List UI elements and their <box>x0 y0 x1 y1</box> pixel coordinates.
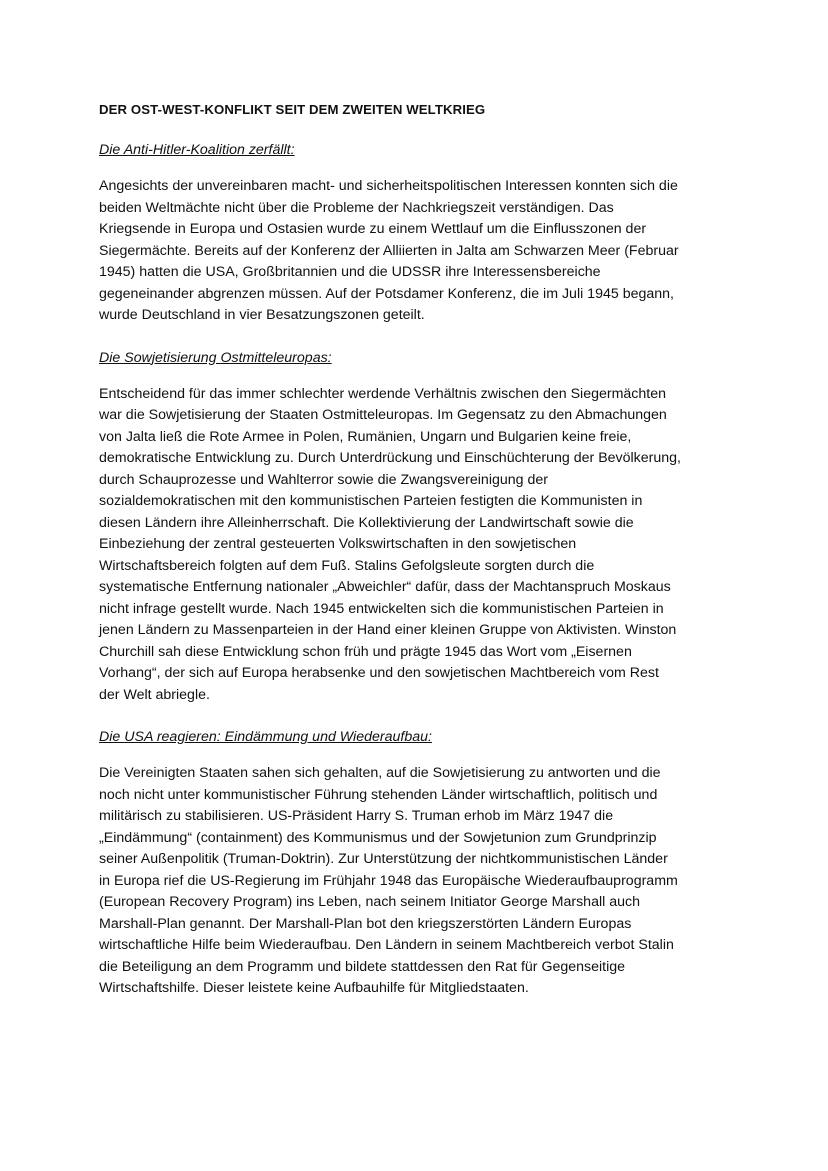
text-line: Vorhang“, der sich auf Europa herabsenke und den sowjetischen Machtbereich vom Rest <box>99 665 659 681</box>
section-anti-hitler-koalition <box>99 141 732 327</box>
text-line: systematische Entfernung nationaler „Abweichler“ dafür, dass der Machtanspruch Moskaus <box>99 579 671 595</box>
section-sowjetisierung <box>99 349 732 707</box>
text-line: demokratische Entwicklung zu. Durch Unterdrückung und Einschüchterung der Bevölkerung, <box>99 450 681 466</box>
text-line: Einbeziehung der zentral gesteuerten Volkswirtschaften in den sowjetischen <box>99 536 577 552</box>
text-line: Wirtschaftsbereich folgten auf dem Fuß. Stalins Gefolgsleute sorgten durch die <box>99 557 595 574</box>
text-line: (European Recovery Program) ins Leben, nach seinem Initiator George Marshall auch <box>99 894 640 910</box>
text-line: jenen Ländern zu Massenparteien in der Hand einer kleinen Gruppe von Aktivisten. Winston <box>99 622 677 638</box>
text-line: in Europa rief die US-Regierung im Frühjahr 1948 das Europäische Wiederaufbauprogramm <box>99 872 678 889</box>
text-line: durch Schauprozesse und Wahlterror sowie die Zwangsvereinigung der <box>99 471 548 488</box>
text-line: beiden Weltmächte nicht über die Probleme der Nachkriegszeit verständigen. Das <box>99 199 614 216</box>
text-line: 1945) hatten die USA, Großbritannien und die UDSSR ihre Interessensbereiche <box>99 264 601 280</box>
text-line: von Jalta ließ die Rote Armee in Polen, Rumänien, Ungarn und Bulgarien keine freie, <box>99 428 632 445</box>
text-line: militärisch zu stabilisieren. US-Präsident Harry S. Truman erhob im März 1947 die <box>99 808 614 824</box>
text-line: Churchill sah diese Entwicklung schon früh und prägte 1945 das Wort vom „Eisernen <box>99 643 632 660</box>
text-line: Angesichts der unvereinbaren macht- und sicherheitspolitischen Interessen konnten sich die <box>99 178 678 194</box>
section-heading: Die Sowjetisierung Ostmitteleuropas: <box>99 349 332 366</box>
text-line: gegeneinander abgrenzen müssen. Auf der Potsdamer Konferenz, die im Juli 1945 begann, <box>99 285 674 302</box>
document-title: DER OST-WEST-KONFLIKT SEIT DEM ZWEITEN WELTKRIEG <box>99 102 486 117</box>
text-line: „Eindämmung“ (containment) des Kommunismus und der Sowjetunion zum Grundprinzip <box>99 829 657 846</box>
text-line: war die Sowjetisierung der Staaten Ostmitteleuropas. Im Gegensatz zu den Abmachungen <box>99 407 667 423</box>
section-usa-reagieren <box>99 728 732 1000</box>
section-heading: Die Anti-Hitler-Koalition zerfällt: <box>99 142 295 158</box>
section-paragraph <box>99 176 732 327</box>
text-line: seiner Außenpolitik (Truman-Doktrin). Zur Unterstützung der nichtkommunistischen Länder <box>99 851 668 867</box>
text-line: Die Vereinigten Staaten sahen sich gehalten, auf die Sowjetisierung zu antworten und die <box>99 765 661 781</box>
text-line: sozialdemokratischen mit den kommunistischen Parteien festigten die Kommunisten in <box>99 493 643 509</box>
section-paragraph <box>99 384 732 707</box>
text-line: Wirtschaftshilfe. Dieser leistete keine Aufbauhilfe für Mitgliedstaaten. <box>99 980 529 996</box>
text-line: diesen Ländern ihre Alleinherrschaft. Die Kollektivierung der Landwirtschaft sowie die <box>99 514 634 531</box>
section-heading: Die USA reagieren: Eindämmung und Wiederaufbau: <box>99 729 432 745</box>
text-line: Kriegsende in Europa und Ostasien wurde zu einem Wettlauf um die Einflusszonen der <box>99 221 647 237</box>
text-line: wirtschaftliche Hilfe beim Wiederaufbau. Den Ländern in seinem Machtbereich verbot Stalin <box>99 937 674 953</box>
text-line: der Welt abriegle. <box>99 686 210 703</box>
text-line: Marshall-Plan genannt. Der Marshall-Plan bot den kriegszerstörten Ländern Europas <box>99 915 632 932</box>
text-line: die Beteiligung an dem Programm und bildete stattdessen den Rat für Gegenseitige <box>99 958 626 975</box>
text-line: noch nicht unter kommunistischer Führung stehenden Länder wirtschaftlich, politisch und <box>99 786 658 803</box>
text-line: Siegermächte. Bereits auf der Konferenz der Alliierten in Jalta am Schwarzen Meer (Februar <box>99 242 679 259</box>
text-line: Entscheidend für das immer schlechter werdende Verhältnis zwischen den Siegermächten <box>99 385 667 402</box>
text-line: wurde Deutschland in vier Besatzungszonen geteilt. <box>99 307 425 323</box>
section-paragraph <box>99 763 732 1000</box>
text-line: nicht infrage gestellt wurde. Nach 1945 entwickelten sich die kommunistischen Parteien in <box>99 600 664 617</box>
